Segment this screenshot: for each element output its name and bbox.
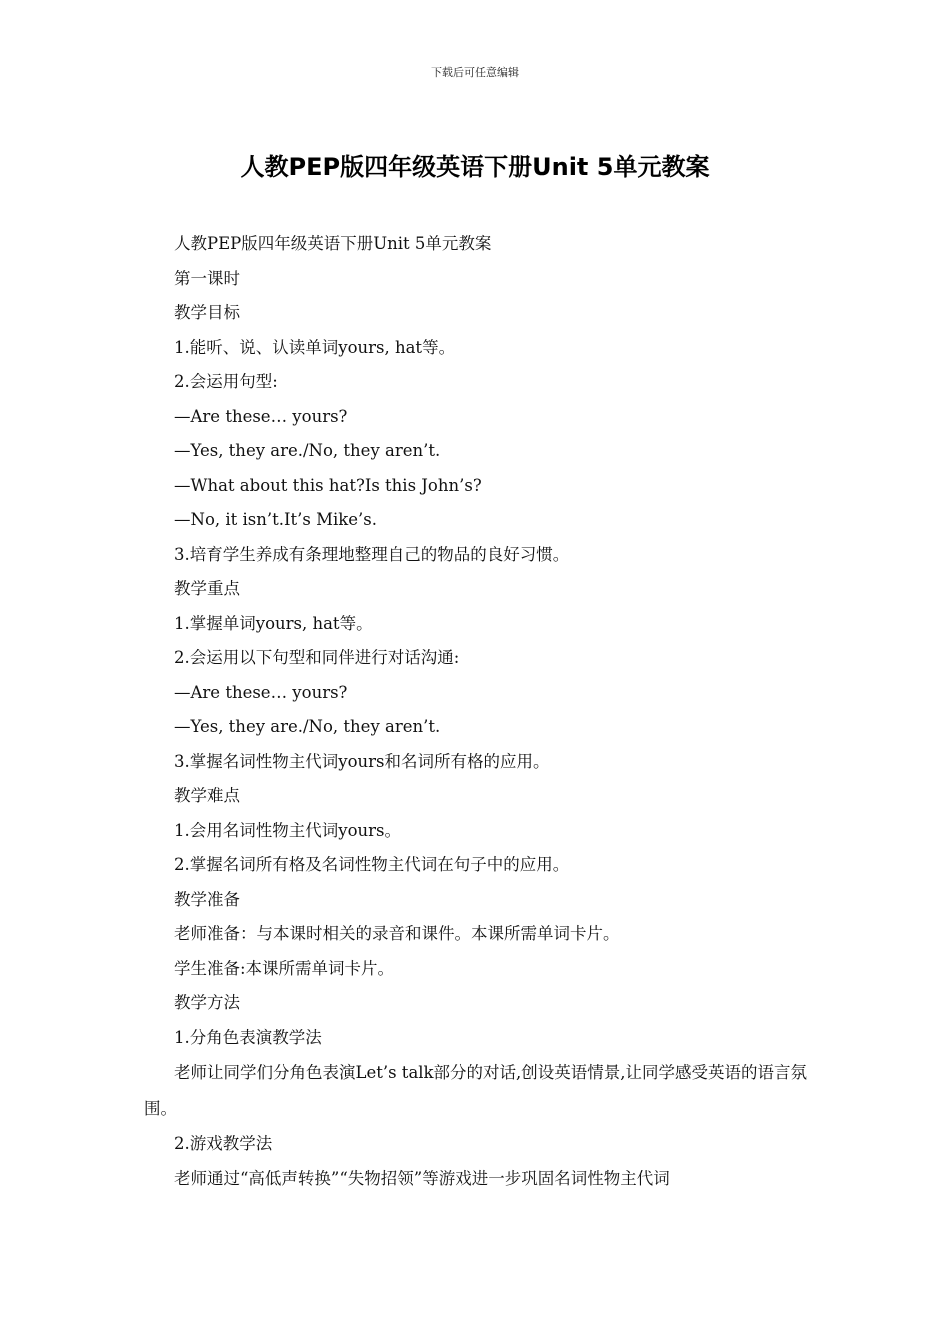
body-line: 老师准备：与本课时相关的录音和课件。本课所需单词卡片。 xyxy=(174,924,620,943)
section-heading-difficulties: 教学难点 xyxy=(174,786,240,805)
body-line: 2.掌握名词所有格及名词性物主代词在句子中的应用。 xyxy=(174,855,570,874)
body-line: 1.会用名词性物主代词yours。 xyxy=(174,820,401,840)
body-line: 2.游戏教学法 xyxy=(174,1134,273,1153)
dialogue-line: —What about this hat?Is this John’s? xyxy=(174,475,482,495)
body-paragraph: 老师让同学们分角色表演Let’s talk部分的对话,创设英语情景,让同学感受英语的语言氛围。 xyxy=(144,1063,808,1118)
body-line: 老师通过“高低声转换”“失物招领”等游戏进一步巩固名词性物主代词 xyxy=(174,1168,670,1188)
dialogue-line: —Yes, they are./No, they aren’t. xyxy=(174,441,441,460)
section-heading-objectives: 教学目标 xyxy=(174,303,240,322)
dialogue-line: —No, it isn’t.It’s Mike’s. xyxy=(174,510,378,529)
section-heading-methods: 教学方法 xyxy=(174,993,240,1012)
dialogue-line: —Are these… yours? xyxy=(174,682,348,702)
body-line: 2.会运用以下句型和同伴进行对话沟通: xyxy=(174,648,460,667)
body-line: 第一课时 xyxy=(174,268,240,288)
body-line: 2.会运用句型: xyxy=(174,372,278,391)
body-line: 3.培育学生养成有条理地整理自己的物品的良好习惯。 xyxy=(174,544,570,564)
section-heading-preparation: 教学准备 xyxy=(174,889,240,909)
header-note: 下载后可任意编辑 xyxy=(431,66,519,79)
document-title: 人教PEP版四年级英语下册Unit 5单元教案 xyxy=(240,153,710,181)
body-line: 1.掌握单词yours, hat等。 xyxy=(174,613,373,633)
body-line: 1.分角色表演教学法 xyxy=(174,1027,322,1047)
body-line: 学生准备:本课所需单词卡片。 xyxy=(174,958,395,978)
body-line: 1.能听、说、认读单词yours, hat等。 xyxy=(174,337,456,357)
dialogue-line: —Are these… yours? xyxy=(174,406,348,426)
document-body xyxy=(144,227,814,1196)
section-heading-key-points: 教学重点 xyxy=(174,579,240,598)
dialogue-line: —Yes, they are./No, they aren’t. xyxy=(174,717,441,736)
body-line: 3.掌握名词性物主代词yours和名词所有格的应用。 xyxy=(174,751,550,771)
body-line: 人教PEP版四年级英语下册Unit 5单元教案 xyxy=(174,234,492,253)
